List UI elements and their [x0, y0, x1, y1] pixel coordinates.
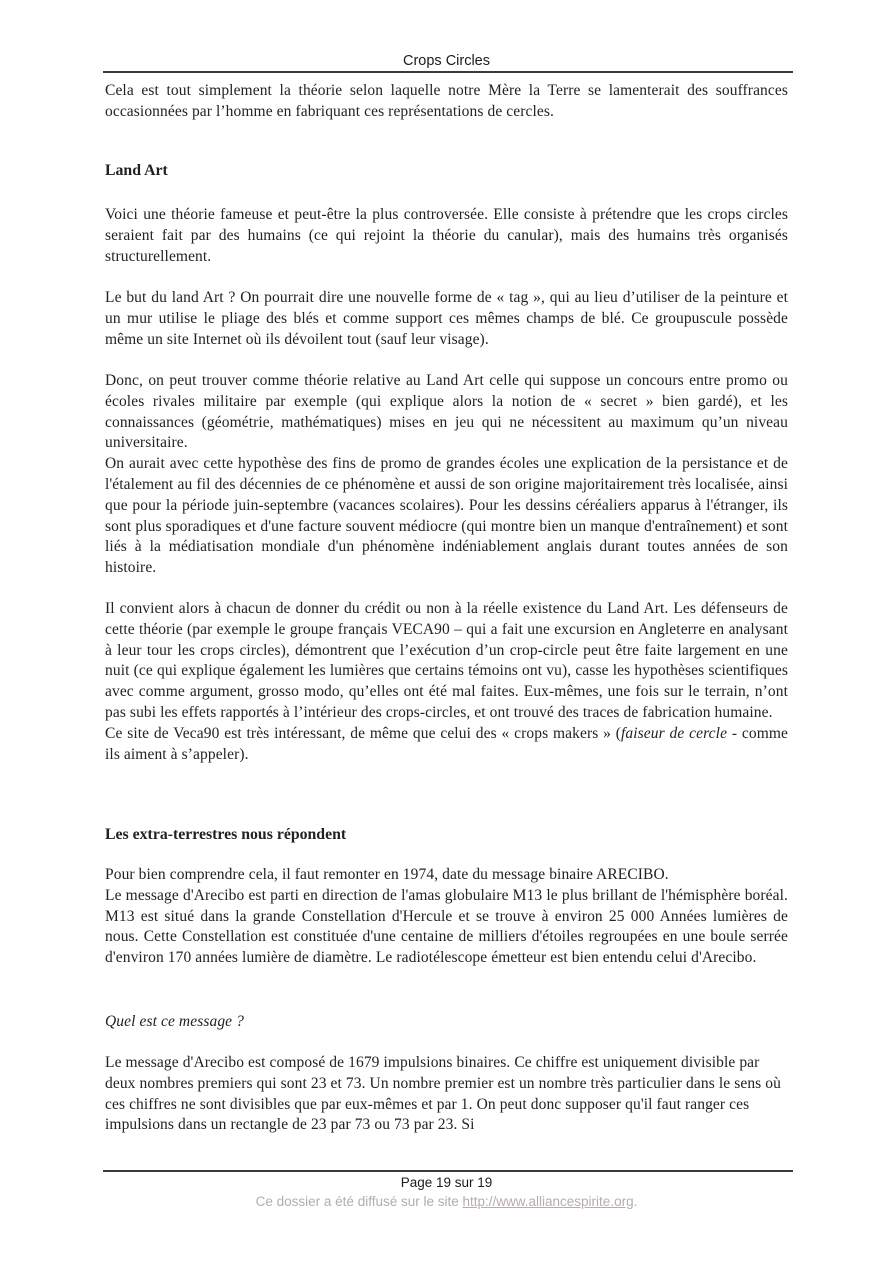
paragraph-question-message: Quel est ce message ?: [105, 1013, 244, 1030]
footer-note-prefix: Ce dossier a été diffusé sur le site: [255, 1194, 463, 1209]
paragraph-veca90-part-1: Il convient alors à chacun de donner du crédit ou non à la réelle existence du Land Art. Les défenseurs de cette théorie (par exemple le groupe français VECA90 – qui a fait une excursion en Angleterre en analysant à leur tour les crops circles), démontrent que l’exécution d’un crop-circle peut être faite largement en une nuit (ce qui explique également les lumières que certains témoins ont vu), casse les hypothèses scientifiques avec comme argument, grosso modo, qu’elles ont été mal faites. Eux-mêmes, une fois sur le terrain, n’ont pas subi les effets rapportés à l’intérieur des crops-circles, et ont trouvé des traces de fabrication humaine.: [105, 600, 788, 721]
paragraph-veca90-part-2-suffix: - comme ils aiment à s’appeler).: [105, 724, 788, 763]
paragraph-arecibo-part-2: Le message d'Arecibo est parti en direction de l'amas globulaire M13 le plus brillant de l'hémisphère boréal. M13 est situé dans la grande Constellation d'Hercule et se trouve à environ 25 000 Années lumières de nous. Cette Constellation est constituée d'une centaine de milliers d'étoiles regroupées en une boule serrée d'environ 170 années lumière de diamètre. Le radiotélescope émetteur est bien entendu celui d'Arecibo.: [105, 886, 788, 967]
heading-land-art: Land Art: [105, 162, 168, 179]
paragraph-veca90: [105, 599, 788, 765]
footer-page-indicator: Page 19 sur 19: [400, 1175, 493, 1190]
paragraph-but-du-land-art: Le but du land Art ? On pourrait dire une nouvelle forme de « tag », qui au lieu d’utiliser de la peinture et un mur utilise le pliage des blés et comme support ces mêmes champs de blé. Ce groupuscule possède même un site Internet où ils dévoilent tout (sauf leur visage).: [105, 289, 788, 348]
paragraph-land-art-intro: Voici une théorie fameuse et peut-être la plus controversée. Elle consiste à prétendre que les crops circles seraient fait par des humains (ce qui rejoint la théorie du canular), mais des humains très organisés structurellement.: [105, 206, 788, 265]
page-header-title: Crops Circles: [402, 53, 490, 69]
italic-faiseur-de-cercle: faiseur de cercle: [621, 724, 728, 742]
footer-site-note: [0, 1194, 893, 1209]
alliancespirite-link[interactable]: http://www.alliancespirite.org: [462, 1194, 634, 1209]
paragraph-concours-part-1: Donc, on peut trouver comme théorie relative au Land Art celle qui suppose un concours entre promo ou écoles rivales militaire par exemple (qui explique alors la notion de « secret » bien gardé), et les connaissances (géométrie, mathématiques) mises en jeu qui ne nécessitent au maximum qu’un niveau universitaire.: [105, 372, 788, 452]
paragraph-concours-part-2: On aurait avec cette hypothèse des fins de promo de grandes écoles une explication de la persistance et de l'étalement au fil des décennies de ce phénomène et aussi de son origine majoritairement très localisée, ainsi que pour la période juin-septembre (vacances scolaires). Pour les dessins céréaliers apparus à l'étranger, ils sont plus sporadiques et d'une facture souvent médiocre (qui montre bien un manque d'entraînement) et sont liés à la médiatisation mondiale d'un phénomène indéniablement anglais durant toutes années de son histoire.: [105, 455, 788, 577]
paragraph-arecibo: [105, 865, 788, 969]
header-rule: [103, 71, 793, 73]
paragraph-concours-ecoles: [105, 371, 788, 579]
paragraph-impulsions-binaires: Le message d'Arecibo est composé de 1679 impulsions binaires. Ce chiffre est uniquement divisible par deux nombres premiers qui sont 23 et 73. Un nombre premier est un nombre très particulier dans le sens où ces chiffres ne sont divisibles que par eux-mêmes et par 1. On peut donc supposer qu'il faut ranger ces impulsions dans un rectangle de 23 par 73 ou 73 par 23. Si: [105, 1054, 781, 1134]
paragraph-arecibo-part-1: Pour bien comprendre cela, il faut remonter en 1974, date du message binaire ARECIBO.: [105, 866, 669, 883]
footer-note-suffix: .: [633, 1194, 638, 1209]
paragraph-gaia-theory: Cela est tout simplement la théorie selon laquelle notre Mère la Terre se lamenterait des souffrances occasionnées par l’homme en fabriquant ces représentations de cercles.: [105, 82, 788, 120]
footer-rule: [103, 1170, 793, 1172]
paragraph-veca90-part-2-prefix: Ce site de Veca90 est très intéressant, de même que celui des « crops makers » (: [105, 724, 622, 742]
heading-extra-terrestres: Les extra-terrestres nous répondent: [105, 826, 347, 843]
